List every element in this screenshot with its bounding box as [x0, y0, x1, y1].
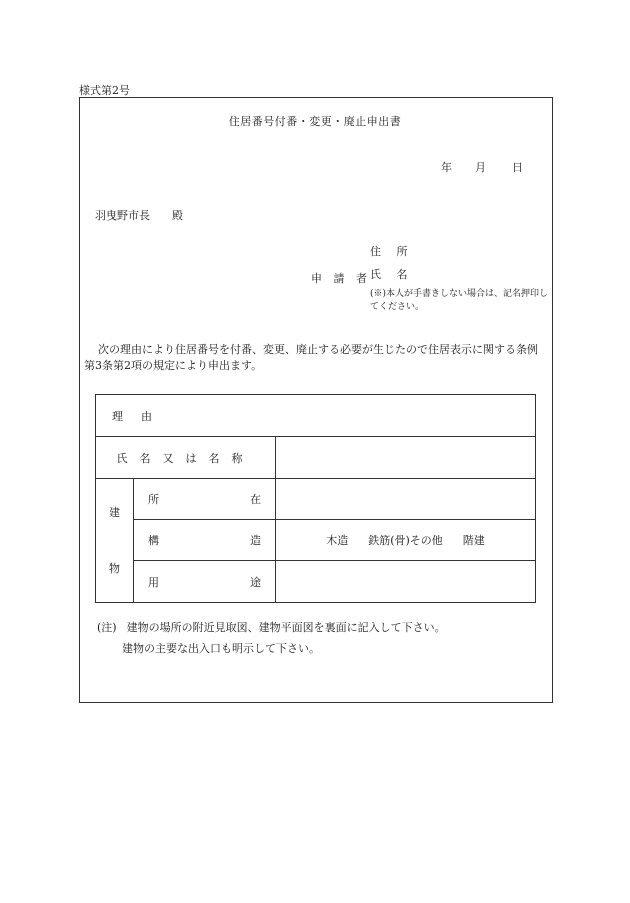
applicant-label: 申 請 者 — [311, 272, 371, 285]
addressee — [95, 207, 183, 223]
note-line-2: 建物の主要な出入口も明示して下さい。 — [122, 642, 320, 655]
building-label — [96, 479, 134, 603]
usage-label-right: 途 — [250, 575, 261, 589]
usage-label-left: 用 — [148, 575, 159, 589]
usage-value[interactable] — [276, 561, 536, 603]
location-label — [134, 479, 276, 520]
date-day-label: 日 — [512, 161, 523, 174]
name-label: 氏名又は名称 — [96, 437, 276, 479]
usage-label — [134, 561, 276, 603]
name-value[interactable] — [276, 437, 536, 479]
structure-option-steel[interactable]: 鉄筋(骨)その他 — [368, 534, 443, 547]
addressee-name: 羽曳野市長 — [95, 209, 150, 222]
location-label-left: 所 — [148, 493, 159, 506]
structure-label-right: 造 — [250, 534, 261, 547]
signature-note: (※)本人が手書きしない場合は、記名押印してください。 — [370, 289, 549, 312]
table-row — [96, 437, 536, 479]
structure-option-wood[interactable]: 木造 — [326, 534, 349, 547]
addressee-honorific: 殿 — [172, 209, 183, 222]
table-row — [96, 395, 536, 437]
location-label-right: 在 — [250, 493, 261, 506]
detail-table — [95, 394, 536, 603]
structure-label-left: 構 — [148, 534, 159, 547]
structure-options[interactable] — [276, 520, 536, 561]
reason-label: 理由 — [96, 395, 536, 437]
form-title: 住居番号付番・変更・廃止申出書 — [228, 115, 402, 128]
table-row — [96, 479, 536, 520]
structure-option-floors: 階建 — [462, 534, 485, 547]
note-text-1: 建物の場所の附近見取図、建物平面図を裏面に記入して下さい。 — [126, 621, 446, 634]
building-label-top: 建 — [109, 505, 120, 519]
applicant-name-label: 氏 名 — [370, 268, 414, 281]
date-month-label: 月 — [475, 161, 486, 174]
date-year-label: 年 — [441, 161, 452, 174]
note-line-1 — [97, 619, 446, 635]
form-number: 様式第2号 — [79, 84, 130, 97]
body-text: 次の理由により住居番号を付番、変更、廃止する必要が生じたので住居表示に関する条例第3条第2項の規定により申出ます。 — [84, 343, 538, 372]
applicant-address-label: 住 所 — [370, 245, 414, 258]
location-value[interactable] — [276, 479, 536, 520]
table-row — [96, 561, 536, 603]
structure-label — [134, 520, 276, 561]
note-label: (注) — [97, 621, 117, 634]
building-label-bottom: 物 — [109, 561, 120, 575]
table-row — [96, 520, 536, 561]
